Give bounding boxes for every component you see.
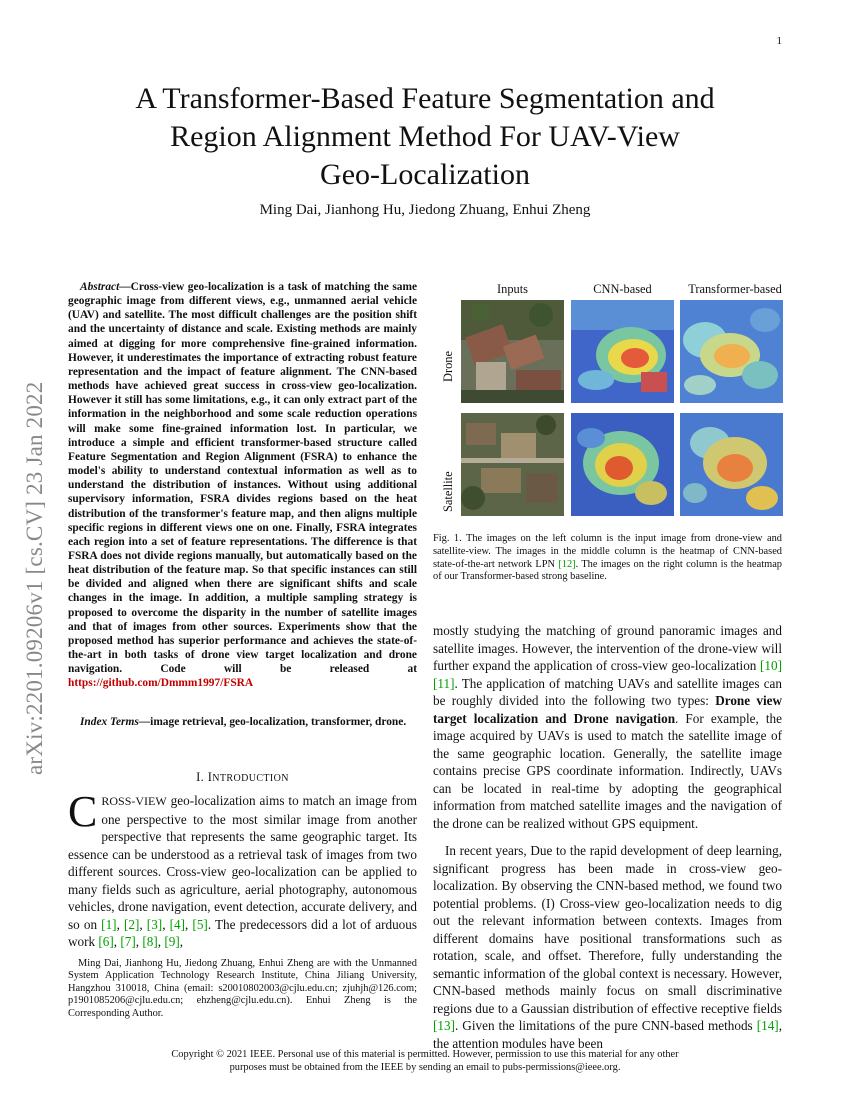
figure-col-header-cnn: CNN-based [593, 282, 652, 296]
caption-text: Fig. 1. The images on the left column is the input image from drone-view and satellite-view. The images in the middle column is the heatmap of CNN-based state-of-the-art network LPN [433, 533, 782, 570]
satellite-cnn-heatmap [571, 413, 674, 516]
intro-text: geo-localization aims to match an image from one perspective to the most similar image from another perspective that represents the same geographic target. Its essence can be understood as a retrieval task of images from two different sources. Cross-view geo-localization can be applied to many fields such as agriculture, aerial photography, autonomous vehicles, drone navigation, event detection, accurate delivery, and so on [68, 793, 417, 932]
title-line-3: Geo-Localization [320, 158, 530, 191]
paragraph-text: , the attention modules have been [433, 1018, 782, 1051]
affiliation-footnote: Ming Dai, Jianhong Hu, Jiedong Zhuang, Enhui Zheng are with the Unmanned System Application Technology Research Institute, China Jiliang University, Hangzhou 310018, China (email: s20010802003@cjlu.edu.cn; zjuhjh@126.com; p1901085206@cjlu.edu.cn; ehzheng@cjlu.edu.cn). Enhui Zheng is the Corresponding Author. [68, 958, 417, 1019]
intro-text-2: . The predecessors did a lot of arduous work [68, 916, 417, 949]
paragraph-text: mostly studying the matching of ground panoramic images and satellite images. However, the intervention of the drone-view will further expand the application of cross-view geo-localization [433, 623, 782, 673]
citation-link[interactable]: [10] [760, 658, 782, 673]
section-title-initial: I [207, 770, 213, 784]
drone-input-image [461, 300, 564, 403]
section-title-rest: NTRODUCTION [212, 773, 289, 784]
citation-link[interactable]: [6] [98, 934, 114, 949]
title-line-1: A Transformer-Based Feature Segmentation and [135, 82, 715, 115]
drop-cap: C [68, 787, 98, 836]
figure-caption [433, 533, 782, 584]
copyright-line-1: Copyright © 2021 IEEE. Personal use of this material is permitted. However, permission to use this material for any other [171, 1049, 679, 1060]
paragraph-text: . Given the limitations of the pure CNN-based methods [454, 1018, 757, 1033]
citation-link[interactable]: [2] [123, 916, 140, 932]
figure-col-header-transformer: Transformer-based [688, 282, 782, 296]
index-terms-label: Index Terms [80, 716, 139, 728]
citation-link[interactable]: [9] [164, 934, 180, 949]
intro-paragraph-left: CROSS-VIEW geo-localization aims to match an image from one perspective to the most similar image from another perspective that represents the same geographic target. Its essence can be understood as a retrieval task of images from two different sources. Cross-view geo-localization can be applied to many fields such as agriculture, aerial photography, autonomous vehicles, drone navigation, event detection, accurate delivery, and so on [1], [2], [3], [4], [5]. The predecessors did a lot of arduous work [6], [7], [8], [9], [68, 787, 417, 949]
citation-link[interactable]: [11] [433, 675, 455, 691]
section-number: I. [196, 770, 205, 784]
citation-link[interactable]: [1] [101, 916, 117, 932]
citation-link[interactable]: [8] [142, 934, 158, 949]
paper-title [60, 80, 790, 194]
citation-link[interactable]: [13] [433, 1018, 455, 1033]
satellite-input-image [461, 413, 564, 516]
index-terms [68, 715, 417, 729]
caption-text-rest: . The images on the right column is the heatmap of our Transformer-based strong baseline. [433, 558, 782, 583]
citation-link[interactable]: [14] [756, 1018, 779, 1033]
drone-cnn-heatmap [571, 300, 674, 403]
citation-link[interactable]: [7] [120, 934, 136, 949]
abstract-text: —Cross-view geo-localization is a task of matching the same geographic image from different views, e.g., unmanned aerial vehicle (UAV) and satellite. The most difficult challenges are the position shift and the uncertainty of distance and scale. Existing methods are mainly aimed at digging for more comprehensive fine-grained information. However, it underestimates the importance of extracting robust feature representation and the impact of feature alignment. The CNN-based methods have achieved great success in cross-view geo-localization. However it still has some limitations, e.g., it can only extract part of the information in the neighborhood and some scale reduction operations will make some fine-grained information lost. In particular, we introduce a simple and efficient transformer-based structure called Feature Segmentation and Region Alignment (FSRA) to enhance the model's ability to understand contextual information as well as to understand the distribution of instances. Without using additional supervisory information, FSRA divides regions based on the heat distribution of the transformer's feature map, and then aligns multiple specific regions in different views one on one. Finally, FSRA integrates each region into a set of feature representations. The difference is that FSRA does not divide regions manually, but automatically based on the heat distribution of the feature map. So that specific instances can still be divided and aligned when there are significant shifts and scale changes in the image. In addition, a multiple sampling strategy is proposed to overcome the disparity in the number of satellite images and that of images from other sources. Experiments show that the proposed method has superior performance and achieves the state-of-the-art in both tasks of drone view target localization and drone navigation. Code will be released at [68, 281, 417, 676]
figure-col-header-inputs: Inputs [497, 282, 528, 296]
intro-lead: ROSS-VIEW [101, 794, 167, 808]
emphasis-text: Drone view target localization and Drone navigation [433, 693, 783, 726]
drone-transformer-heatmap [680, 300, 783, 403]
copyright-notice [60, 1049, 790, 1074]
index-terms-text: —image retrieval, geo-localization, transformer, drone. [138, 716, 407, 728]
arxiv-identifier: arXiv:2201.09206v1 [cs.CV] 23 Jan 2022 [22, 381, 47, 775]
figure-row-label-satellite: Satellite [441, 471, 455, 512]
citation-link[interactable]: [5] [192, 916, 208, 932]
code-link[interactable]: https://github.com/Dmmm1997/FSRA [68, 677, 254, 690]
abstract-label: Abstract [80, 281, 120, 293]
title-line-2: Region Alignment Method For UAV-View [170, 120, 680, 153]
citation-link[interactable]: [4] [169, 916, 185, 932]
citation-link[interactable]: [12] [558, 558, 576, 570]
paragraph-text: . For example, the image acquired by UAVs is used to match the satellite image of the same geographic location. Generally, the satellite image contains precise GPS coordinate information. Indirectly, UAVs can be located in real-time by adopting the geographical information from matched satellite images and the navigation of the drone can be realized without GPS equipment. [433, 710, 782, 831]
intro-paragraph-right-2 [433, 842, 782, 1052]
intro-paragraph-right-1 [433, 622, 782, 832]
citation-link[interactable]: [3] [146, 916, 163, 932]
page-number: 1 [776, 35, 782, 47]
section-heading-introduction [68, 770, 417, 785]
author-list: Ming Dai, Jianhong Hu, Jiedong Zhuang, Enhui Zheng [259, 202, 591, 218]
figure-1 [437, 282, 783, 522]
copyright-line-2: purposes must be obtained from the IEEE by sending an email to pubs-permissions@ieee.org. [229, 1061, 621, 1073]
satellite-transformer-heatmap [680, 413, 783, 516]
paragraph-text: . The application of matching UAVs and satellite images can be roughly divided into the following two types: [433, 675, 782, 708]
figure-row-label-drone: Drone [441, 351, 455, 382]
paragraph-text: In recent years, Due to the rapid development of deep learning, significant progress has been made in cross-view geo-localization. By observing the CNN-based method, we found two potential problems. (I) Cross-view geo-localization needs to dig out the relevant information between contexts. Images from different domains have positional transformations such as rotation, scale, and offset. Therefore, fully understanding the semantic information of the global context is necessary. However, CNN-based methods mainly focus on small discriminative regions due to a Gaussian distribution of effective receptive fields [433, 843, 782, 1016]
abstract [68, 280, 417, 691]
